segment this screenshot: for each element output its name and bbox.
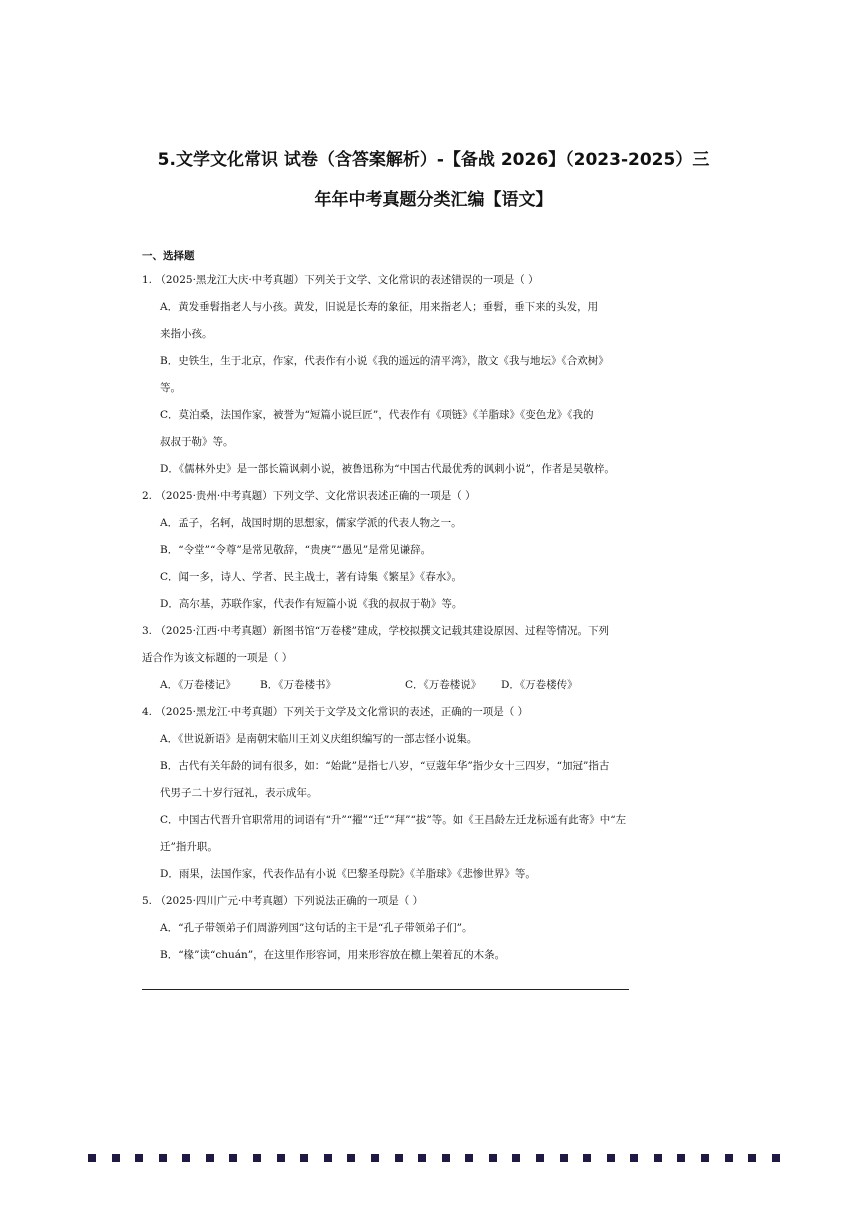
footer-square-icon xyxy=(583,1154,591,1162)
q4-option-c-line-1: C．中国古代晋升官职常用的词语有“升”“擢”“迁”“拜”“拔”等。如《王昌龄左迁龙标遥有此寄》中“左 xyxy=(160,814,627,826)
footer-square-icon xyxy=(418,1154,426,1162)
question-5-stem: 5. （2025·四川广元·中考真题）下列说法正确的一项是（ ） xyxy=(142,895,424,907)
footer-square-icon xyxy=(654,1154,662,1162)
question-1-stem: 1. （2025·黑龙江大庆·中考真题）下列关于文学、文化常识的表述错误的一项是（ ） xyxy=(142,274,539,286)
footer-square-icon xyxy=(607,1154,615,1162)
q4-option-b-line-2: 代男子二十岁行冠礼，表示成年。 xyxy=(160,787,318,799)
q5-option-b: B．“椽”读“chuán”，在这里作形容词，用来形容放在檩上架着瓦的木条。 xyxy=(160,949,506,961)
separator-rule xyxy=(142,989,629,990)
footer-square-icon xyxy=(371,1154,379,1162)
footer-square-icon xyxy=(253,1154,261,1162)
footer-square-icon xyxy=(277,1154,285,1162)
q4-option-b-line-1: B．古代有关年龄的词有很多，如：“始龀”是指七八岁，“豆蔻年华”指少女十三四岁，“加冠”指古 xyxy=(160,760,610,772)
q2-option-d: D．高尔基，苏联作家，代表作有短篇小说《我的叔叔于勒》等。 xyxy=(160,598,463,610)
footer-square-icon xyxy=(748,1154,756,1162)
footer-square-icon xyxy=(182,1154,190,1162)
footer-square-icon xyxy=(395,1154,403,1162)
question-3-stem-line-2: 适合作为该文标题的一项是（ ） xyxy=(142,652,293,664)
footer-square-icon xyxy=(512,1154,520,1162)
footer-decoration xyxy=(88,1153,780,1162)
question-2-stem: 2. （2025·贵州·中考真题）下列文学、文化常识表述正确的一项是（ ） xyxy=(142,490,476,502)
footer-square-icon xyxy=(725,1154,733,1162)
footer-square-icon xyxy=(324,1154,332,1162)
q2-option-c: C．闻一多，诗人、学者、民主战士，著有诗集《繁星》《春水》。 xyxy=(160,571,463,583)
footer-square-icon xyxy=(630,1154,638,1162)
q1-option-c-line-2: 叔叔于勒》等。 xyxy=(160,436,234,448)
footer-square-icon xyxy=(347,1154,355,1162)
q1-option-d: D．《儒林外史》是一部长篇讽刺小说，被鲁迅称为“中国古代最优秀的讽刺小说”，作者是吴敬梓。 xyxy=(160,463,615,475)
footer-square-icon xyxy=(159,1154,167,1162)
q2-option-b: B．“令堂”“令尊”是常见敬辞，“贵庚”“愚见”是常见谦辞。 xyxy=(160,544,432,556)
footer-square-icon xyxy=(465,1154,473,1162)
footer-square-icon xyxy=(206,1154,214,1162)
q3-options-row xyxy=(160,677,578,693)
q1-option-c-line-1: C．莫泊桑，法国作家，被誉为“短篇小说巨匠”，代表作有《项链》《羊脂球》《变色龙》《我的 xyxy=(160,409,594,421)
question-4-stem: 4. （2025·黑龙江·中考真题）下列关于文学及文化常识的表述，正确的一项是（ ） xyxy=(142,706,529,718)
q1-option-b-line-1: B．史铁生，生于北京，作家，代表作有小说《我的遥远的清平湾》，散文《我与地坛》《合欢树》 xyxy=(160,355,609,367)
footer-square-icon xyxy=(772,1154,780,1162)
footer-square-icon xyxy=(135,1154,143,1162)
q3-option-c: C．《万卷楼说》 xyxy=(405,679,482,691)
footer-square-icon xyxy=(300,1154,308,1162)
section-heading: 一、选择题 xyxy=(142,250,195,262)
footer-square-icon xyxy=(442,1154,450,1162)
question-3-stem-line-1: 3. （2025·江西·中考真题）新图书馆“万卷楼”建成，学校拟撰文记载其建设原因、过程等情况。下列 xyxy=(142,625,609,637)
q1-option-b-line-2: 等。 xyxy=(160,382,181,394)
footer-square-icon xyxy=(560,1154,568,1162)
footer-square-icon xyxy=(536,1154,544,1162)
q1-option-a-line-1: A．黄发垂髫指老人与小孩。黄发，旧说是长寿的象征，用来指老人；垂髫，垂下来的头发，用 xyxy=(160,301,599,313)
footer-square-icon xyxy=(677,1154,685,1162)
q3-option-a: A．《万卷楼记》 xyxy=(160,679,236,691)
q3-option-d: D．《万卷楼传》 xyxy=(501,679,578,691)
q4-option-a: A．《世说新语》是南朝宋临川王刘义庆组织编写的一部志怪小说集。 xyxy=(160,733,478,745)
q4-option-d: D．雨果，法国作家，代表作品有小说《巴黎圣母院》《羊脂球》《悲惨世界》等。 xyxy=(160,868,536,880)
footer-square-icon xyxy=(229,1154,237,1162)
q3-option-b: B．《万卷楼书》 xyxy=(260,679,336,691)
q1-option-a-line-2: 来指小孩。 xyxy=(160,328,213,340)
q2-option-a: A．孟子，名轲，战国时期的思想家，儒家学派的代表人物之一。 xyxy=(160,517,462,529)
footer-square-icon xyxy=(88,1154,96,1162)
title-line-1: 5.文学文化常识 试卷（含答案解析）-【备战 2026】（2023-2025）三 xyxy=(157,150,710,170)
q4-option-c-line-2: 迁”指升职。 xyxy=(160,841,218,853)
title-line-2: 年年中考真题分类汇编【语文】 xyxy=(314,190,553,210)
q5-option-a: A．“孔子带领弟子们周游列国”这句话的主干是“孔子带领弟子们”。 xyxy=(160,922,473,934)
footer-square-icon xyxy=(489,1154,497,1162)
document-title xyxy=(100,140,767,220)
footer-square-icon xyxy=(701,1154,709,1162)
footer-square-icon xyxy=(112,1154,120,1162)
